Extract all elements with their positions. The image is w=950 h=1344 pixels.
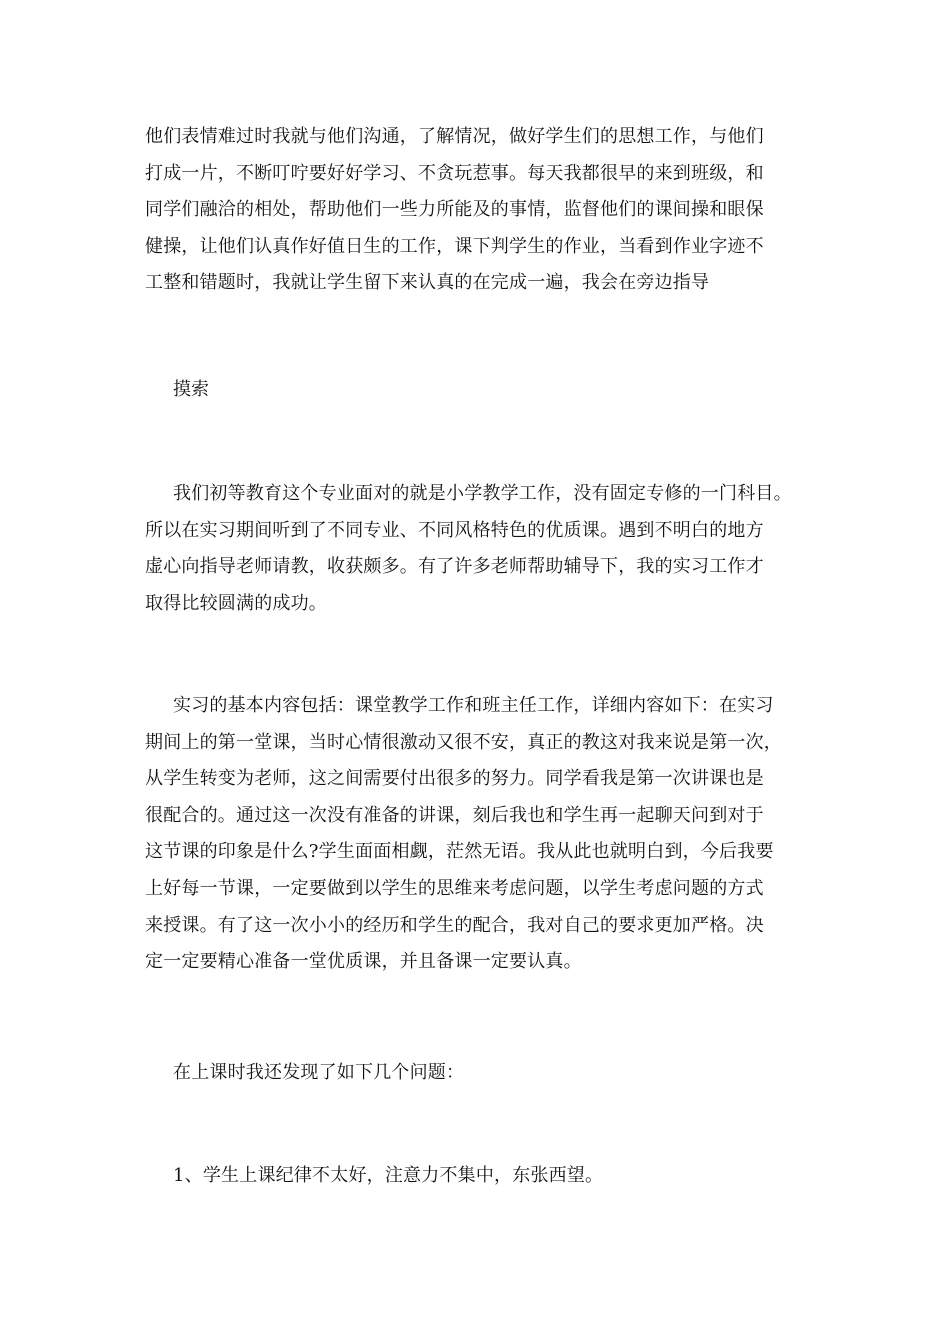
paragraph-line: 实习的基本内容包括：课堂教学工作和班主任工作，详细内容如下：在实习 bbox=[173, 695, 774, 716]
paragraph-line: 在上课时我还发现了如下几个问题： bbox=[173, 1062, 465, 1083]
paragraph-line: 我们初等教育这个专业面对的就是小学教学工作，没有固定专修的一门科目。 bbox=[173, 483, 792, 504]
paragraph-line: 定一定要精心准备一堂优质课，并且备课一定要认真。 bbox=[145, 951, 582, 973]
paragraph-2 bbox=[145, 476, 825, 622]
paragraph-line: 健操，让他们认真作好值日生的工作，课下判学生的作业，当看到作业字迹不 bbox=[145, 235, 764, 257]
paragraph-line: 工整和错题时，我就让学生留下来认真的在完成一遍，我会在旁边指导 bbox=[145, 272, 710, 294]
section-heading: 摸索 bbox=[173, 379, 209, 400]
paragraph-line: 这节课的印象是什么?学生面面相觑，茫然无语。我从此也就明白到，今后我要 bbox=[145, 841, 774, 863]
paragraph-line: 期间上的第一堂课，当时心情很激动又很不安，真正的教这对我来说是第一次， bbox=[145, 731, 782, 753]
paragraph-line: 上好每一节课，一定要做到以学生的思维来考虑问题，以学生考虑问题的方式 bbox=[145, 877, 764, 899]
paragraph-line: 来授课。有了这一次小小的经历和学生的配合，我对自己的要求更加严格。决 bbox=[145, 914, 764, 936]
paragraph-1 bbox=[145, 119, 825, 302]
paragraph-5 bbox=[145, 1158, 825, 1195]
paragraph-line: 从学生转变为老师，这之间需要付出很多的努力。同学看我是第一次讲课也是 bbox=[145, 768, 764, 790]
paragraph-line: 所以在实习期间听到了不同专业、不同风格特色的优质课。遇到不明白的地方 bbox=[145, 519, 764, 541]
paragraph-line: 很配合的。通过这一次没有准备的讲课，刻后我也和学生再一起聊天问到对于 bbox=[145, 804, 764, 826]
paragraph-4 bbox=[145, 1055, 825, 1092]
paragraph-3 bbox=[145, 688, 825, 981]
paragraph-line: 打成一片，不断叮咛要好好学习、不贪玩惹事。每天我都很早的来到班级，和 bbox=[145, 162, 764, 184]
paragraph-line: 他们表情难过时我就与他们沟通，了解情况，做好学生们的思想工作，与他们 bbox=[145, 126, 764, 147]
list-item: 1、学生上课纪律不太好，注意力不集中，东张西望。 bbox=[173, 1165, 604, 1186]
paragraph-line: 取得比较圆满的成功。 bbox=[145, 592, 327, 614]
paragraph-line: 同学们融洽的相处，帮助他们一些力所能及的事情，监督他们的课间操和眼保 bbox=[145, 199, 764, 221]
paragraph-line: 虚心向指导老师请教，收获颇多。有了许多老师帮助辅导下，我的实习工作才 bbox=[145, 556, 764, 578]
